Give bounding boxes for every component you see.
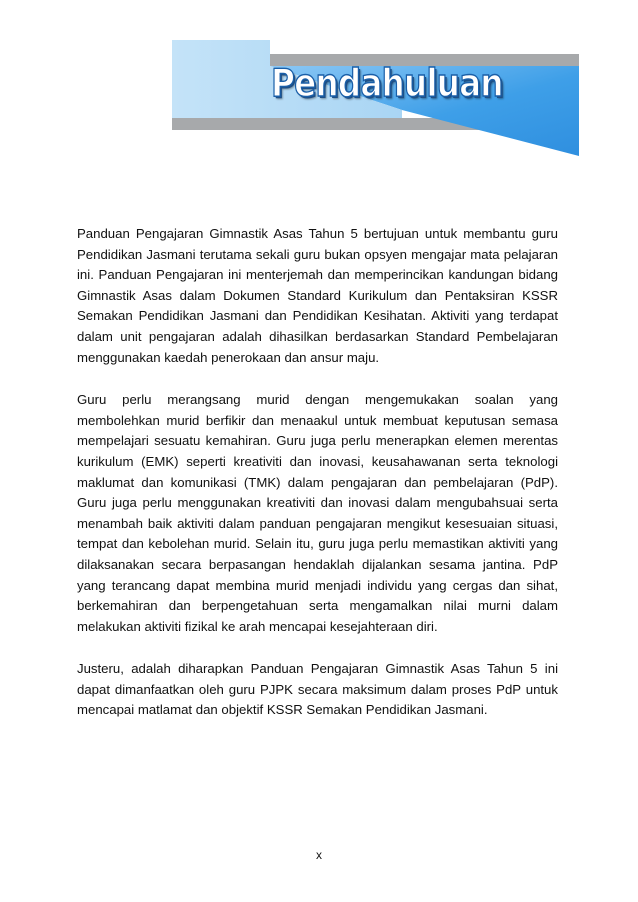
paragraph-intro: Panduan Pengajaran Gimnastik Asas Tahun 5 bertujuan untuk membantu guru Pendidikan Jasmani terutama sekali guru bukan opsyen mengajar mata pelajaran ini. Panduan Pengajaran ini menterjemah dan memperincikan kandungan bidang Gimnastik Asas dalam Dokumen Standard Kurikulum dan Pentaksiran KSSR Semakan Pendidikan Jasmani dan Pendidikan Kesihatan. Aktiviti yang terdapat dalam unit pengajaran adalah dihasilkan berdasarkan Standard Pembelajaran menggunakan kaedah penerokaan dan ansur maju. xyxy=(77,226,558,365)
paragraph-conclusion: Justeru, adalah diharapkan Panduan Pengajaran Gimnastik Asas Tahun 5 ini dapat dimanfaatkan oleh guru PJPK secara maksimum dalam proses PdP untuk mencapai matlamat dan objektif KSSR Semakan Pendidikan Jasmani. xyxy=(77,661,558,718)
header-banner xyxy=(0,0,638,170)
body-text xyxy=(77,224,558,743)
page-number: x xyxy=(316,848,322,862)
page-title: Pendahuluan xyxy=(271,61,503,105)
paragraph-teacher-role: Guru perlu merangsang murid dengan mengemukakan soalan yang membolehkan murid berfikir dan menaakul untuk membuat keputusan semasa mempelajari sesuatu kemahiran. Guru juga perlu menerapkan elemen merentas kurikulum (EMK) seperti kreativiti dan inovasi, keusahawanan serta teknologi maklumat dan komunikasi (TMK) dalam pengajaran dan pembelajaran (PdP). Guru juga perlu menggunakan kreativiti dan inovasi dalam mengubahsuai serta menambah baik aktiviti dalam panduan pengajaran mengikut kesesuaian situasi, tempat dan kebolehan murid. Selain itu, guru juga perlu memastikan aktiviti yang dilaksanakan secara berpasangan hendaklah dijalankan sesama jantina. PdP yang terancang dapat membina murid menjadi individu yang cergas dan sihat, berkemahiran dan berpengetahuan serta mengamalkan nilai murni dalam melakukan aktiviti fizikal ke arah mencapai kesejahteraan diri. xyxy=(77,392,558,634)
